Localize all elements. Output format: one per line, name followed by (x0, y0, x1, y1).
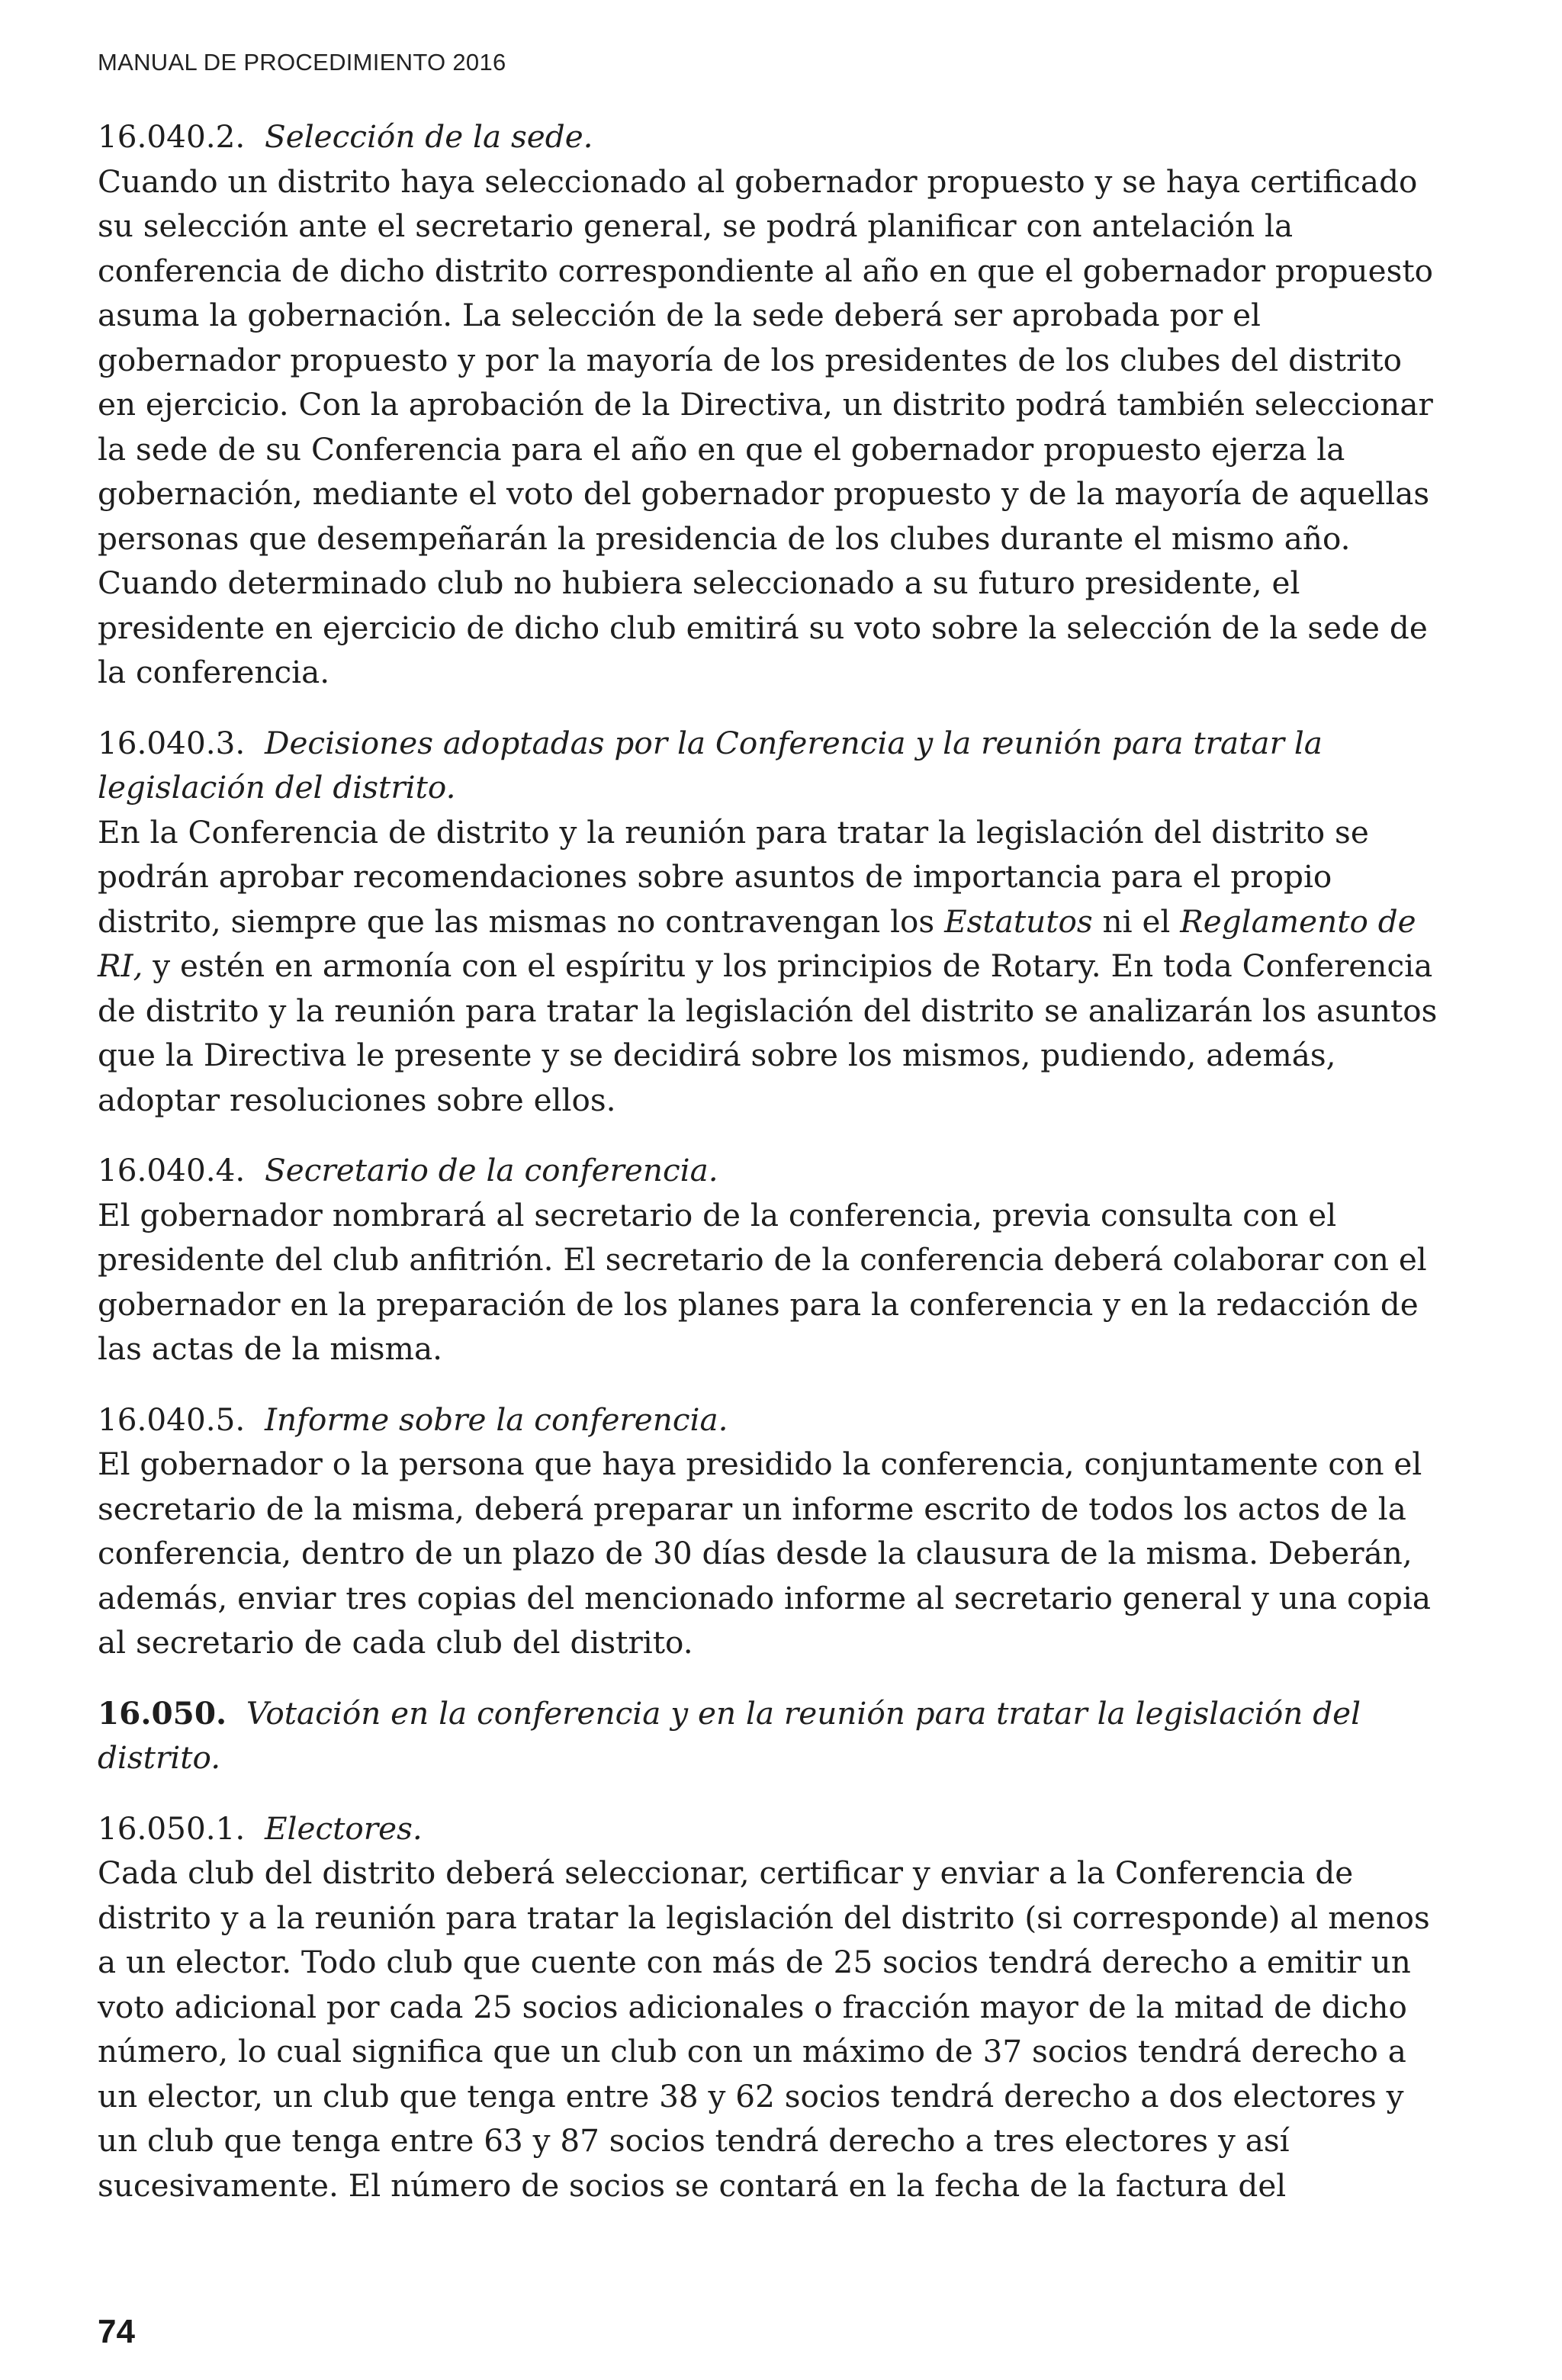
section-title: Informe sobre la conferencia. (264, 1401, 728, 1438)
section-number: 16.050. (98, 1694, 227, 1732)
section-paragraph: El gobernador nombrará al secretario de la conferencia, previa consulta con el presidente del club anfitrión. El secretario de la conferencia deberá colaborar con el gobernador en la preparación de los planes para la conferencia y en la redacción de las actas de la misma. (98, 1196, 1427, 1367)
running-header: MANUAL DE PROCEDIMIENTO 2016 (98, 49, 506, 76)
section-paragraph: Cada club del distrito deberá seleccionar, certificar y enviar a la Conferencia de distrito y a la reunión para tratar la legislación del distrito (si corresponde) al menos a un elector. Todo club que cuente con más de 25 socios tendrá derecho a emitir un voto adicional por cada 25 socios adicionales o fracción mayor de la mitad de dicho número, lo cual significa que un club con un máximo de 37 socios tendrá derecho a un elector, un club que tenga entre 38 y 62 socios tendrá derecho a dos electores y un club que tenga entre 63 y 87 socios tendrá derecho a tres electores y así sucesivamente. El número de socios se contará en la fecha de la factura del (98, 1854, 1430, 2204)
section-title: Decisiones adoptadas por la Conferencia y la reunión para tratar la legislación del distrito. (98, 724, 1323, 806)
paragraph-text: En la Conferencia de distrito y la reunión para tratar la legislación del distrito se podrán aprobar recomendaciones sobre asuntos de importancia para el propio distrito, siempre que las mismas no contravengan los (98, 813, 1369, 940)
section-title: Selección de la sede. (264, 118, 593, 155)
section-paragraph (98, 810, 1440, 1123)
section-number: 16.040.5. (98, 1401, 246, 1438)
section-16-040-4 (98, 1148, 1440, 1372)
section-heading (98, 1806, 1440, 1851)
paragraph-text: ni el (1092, 902, 1181, 940)
section-title: Secretario de la conferencia. (264, 1152, 718, 1188)
paragraph-italic-statutes: Estatutos (944, 902, 1093, 940)
section-number: 16.040.3. (98, 724, 246, 761)
paragraph-italic-bylaws: Reglamento de RI, (98, 902, 1416, 984)
section-paragraph: Cuando un distrito haya seleccionado al gobernador propuesto y se haya certificado su selección ante el secretario general, se podrá planificar con antelación la conferencia de dicho distrito correspondiente al año en que el gobernador propuesto asuma la gobernación. La selección de la sede deberá ser aprobada por el gobernador propuesto y por la mayoría de los presidentes de los clubes del distrito en ejercicio. Con la aprobación de la Directiva, un distrito podrá también seleccionar la sede de su Conferencia para el año en que el gobernador propuesto ejerza la gobernación, mediante el voto del gobernador propuesto y de la mayoría de aquellas personas que desempeñarán la presidencia de los clubes durante el mismo año. Cuando determinado club no hubiera seleccionado a su futuro presidente, el presidente en ejercicio de dicho club emitirá su voto sobre la selección de la sede de la conferencia. (98, 162, 1434, 690)
page-body (98, 114, 1440, 2234)
section-16-050 (98, 1691, 1440, 1780)
section-number: 16.040.2. (98, 118, 246, 155)
section-number: 16.040.4. (98, 1152, 246, 1188)
section-heading (98, 1397, 1440, 1442)
section-16-040-3 (98, 721, 1440, 1123)
section-heading (98, 114, 1440, 159)
section-heading (98, 721, 1440, 810)
section-heading (98, 1691, 1440, 1780)
section-title: Electores. (264, 1809, 423, 1847)
section-title: Votación en la conferencia y en la reunión para tratar la legislación del distrito. (98, 1694, 1361, 1776)
section-16-050-1 (98, 1806, 1440, 2208)
section-heading (98, 1148, 1440, 1193)
section-16-040-5 (98, 1397, 1440, 1665)
paragraph-text: y estén en armonía con el espíritu y los principios de Rotary. En toda Conferencia de distrito y la reunión para tratar la legislación del distrito se analizarán los asuntos que la Directiva le presente y se decidirá sobre los mismos, pudiendo, además, adoptar resoluciones sobre ellos. (98, 947, 1438, 1118)
page-number: 74 (98, 2313, 135, 2350)
section-paragraph: El gobernador o la persona que haya presidido la conferencia, conjuntamente con el secretario de la misma, deberá preparar un informe escrito de todos los actos de la conferencia, dentro de un plazo de 30 días desde la clausura de la misma. Deberán, además, enviar tres copias del mencionado informe al secretario general y una copia al secretario de cada club del distrito. (98, 1446, 1432, 1661)
section-16-040-2 (98, 114, 1440, 695)
section-number: 16.050.1. (98, 1809, 246, 1847)
